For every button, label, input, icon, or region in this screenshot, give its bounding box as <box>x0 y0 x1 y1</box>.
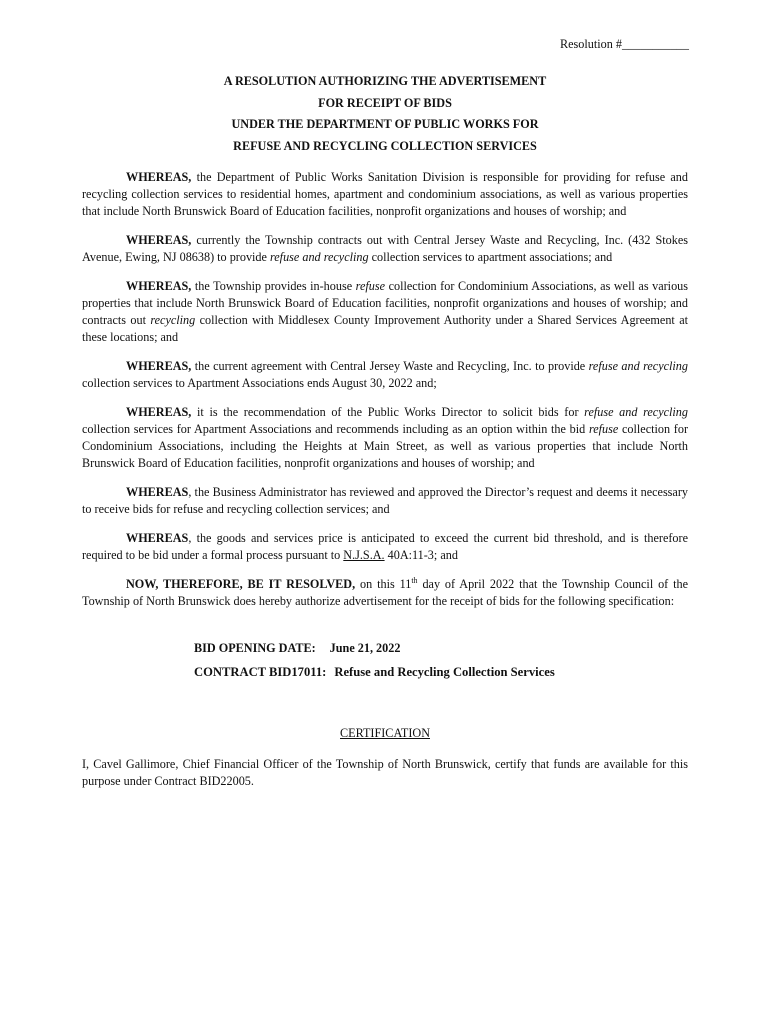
paragraph-text: the Township provides in-house <box>191 279 356 293</box>
whereas-keyword: WHEREAS <box>126 485 189 499</box>
title-line-4: REFUSE AND RECYCLING COLLECTION SERVICES <box>233 138 537 153</box>
paragraph-text: collection services for Apartment Associations and recommends including as an option within the bid <box>82 422 589 436</box>
paragraph-text: collection for Condominium Associations, including the Heights at Main Street, as well as various properties that include North Brunswick Board of Education facilities, nonprofit organizations and houses of worship; and <box>82 422 688 470</box>
ordinal-suffix: th <box>411 575 418 585</box>
whereas-paragraph-4 <box>82 358 688 392</box>
italic-text: recycling <box>150 313 196 327</box>
paragraph-text: day of April 2022 that the Township Council of the Township of North Brunswick does hereby authorize advertisement for the receipt of bids for the following specification: <box>82 577 689 608</box>
title-line-1: A RESOLUTION AUTHORIZING THE ADVERTISEMENT <box>223 74 547 88</box>
whereas-keyword: WHEREAS, <box>126 279 192 293</box>
bid-opening-row <box>194 640 688 657</box>
paragraph-text: collection with Middlesex County Improvement Authority under a Shared Services Agreement at these locations; and <box>82 313 688 344</box>
paragraph-text: collection services to Apartment Associations ends August 30, 2022 and; <box>82 376 437 390</box>
italic-text: refuse and recycling <box>584 405 688 419</box>
resolution-number: Resolution #___________ <box>560 37 689 51</box>
paragraph-text: currently the Township contracts out with Central Jersey Waste and Recycling, Inc. (432 Stokes Avenue, Ewing, NJ 08638) to provide <box>82 233 688 264</box>
paragraph-text: , the Business Administrator has reviewed and approved the Director’s request and deems it necessary to receive bids for refuse and recycling collection services; and <box>82 485 688 516</box>
italic-text: refuse <box>588 422 619 436</box>
contract-label: CONTRACT BID17011: <box>194 665 327 679</box>
title-line-2: FOR RECEIPT OF BIDS <box>318 95 452 110</box>
whereas-keyword: WHEREAS, <box>126 170 192 184</box>
paragraph-text: 40A:11-3; and <box>384 548 458 562</box>
contract-row <box>194 664 688 681</box>
resolved-paragraph <box>82 576 688 610</box>
whereas-paragraph-3 <box>82 278 688 346</box>
certification-heading-text: CERTIFICATION <box>340 726 430 740</box>
paragraph-text: , the goods and services price is anticipated to exceed the current bid threshold, and is therefore required to be bid under a formal process pursuant to <box>82 531 688 562</box>
italic-text: refuse and recycling <box>269 250 369 264</box>
whereas-keyword: WHEREAS, <box>126 359 192 373</box>
italic-text: refuse and recycling <box>588 359 688 373</box>
bid-specification <box>82 640 688 681</box>
whereas-paragraph-7 <box>82 530 688 564</box>
whereas-keyword: WHEREAS <box>126 531 189 545</box>
paragraph-text: on this 11 <box>355 577 412 591</box>
resolved-keyword: NOW, THEREFORE, BE IT RESOLVED, <box>126 577 356 591</box>
bid-opening-date: June 21, 2022 <box>329 641 401 655</box>
whereas-keyword: WHEREAS, <box>126 405 192 419</box>
bid-opening-label: BID OPENING DATE: <box>194 641 316 655</box>
contract-title: Refuse and Recycling Collection Services <box>334 665 555 679</box>
paragraph-text: collection for Condominium Associations, as well as various properties that include North Brunswick Board of Education facilities, nonprofit organizations and houses of worship; and contracts out <box>82 279 689 327</box>
whereas-paragraph-6 <box>82 484 688 518</box>
whereas-paragraph-1 <box>82 169 688 220</box>
whereas-paragraph-5 <box>82 404 688 472</box>
paragraph-text: the current agreement with Central Jersey Waste and Recycling, Inc. to provide <box>191 359 589 373</box>
italic-text: refuse <box>355 279 386 293</box>
paragraph-text: the Department of Public Works Sanitation Division is responsible for providing for refuse and recycling collection services to residential homes, apartment and condominium associations, as well as various properties that include North Brunswick Board of Education facilities, nonprofit organizations and houses of worship; and <box>82 170 688 218</box>
statute-reference: N.J.S.A. <box>343 548 385 562</box>
paragraph-text: it is the recommendation of the Public Works Director to solicit bids for <box>191 405 585 419</box>
certification-heading <box>82 725 688 742</box>
resolution-title <box>82 71 688 157</box>
certification-text: I, Cavel Gallimore, Chief Financial Officer of the Township of North Brunswick, certify that funds are available for this purpose under Contract BID22005. <box>82 757 688 788</box>
whereas-keyword: WHEREAS, <box>126 233 192 247</box>
whereas-paragraph-2 <box>82 232 688 266</box>
title-line-3: UNDER THE DEPARTMENT OF PUBLIC WORKS FOR <box>231 117 539 131</box>
paragraph-text: collection services to apartment associations; and <box>368 250 613 264</box>
